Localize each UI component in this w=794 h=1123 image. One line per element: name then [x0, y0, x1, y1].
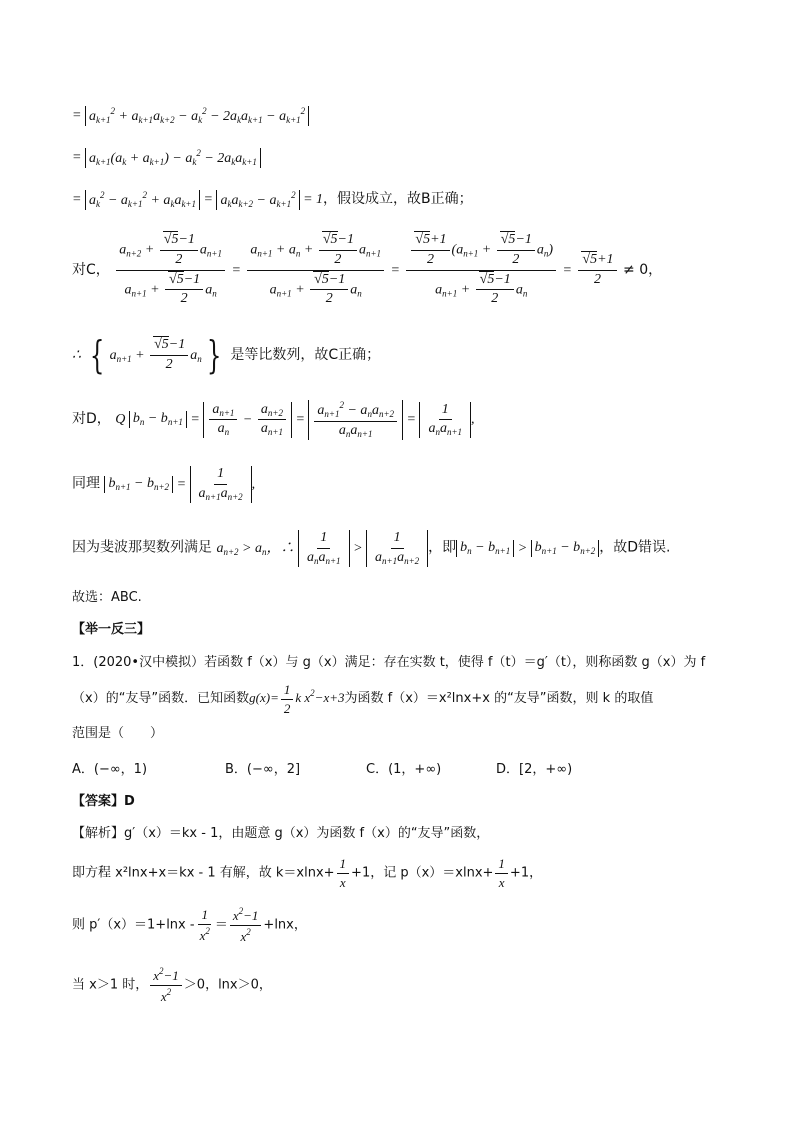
equation-line-2: 则 p′（x）＝1+lnx - $\frac{1}{x^2}$ ＝ $\frac{x^2-1}{x^2}$ +lnx，: [72, 906, 307, 944]
derivation-line-2: = $a_{k+1}(a_k + a_{k+1}) - a_k^2 - 2a_ka_{k+1}$: [72, 148, 261, 168]
equation-line-3: 当 x＞1 时， $\frac{x^2-1}{x^2}$ ＞0，lnx＞0，: [72, 966, 272, 1004]
choose-line: 故选：ABC.: [72, 590, 142, 605]
derivation-line-1: = $a_{k+1}^2 + a_{k+1}a_{k+2} - a_k^2 - 2a_ka_{k+1} - a_{k+1}^2$: [72, 106, 309, 126]
question-line-1: 1．(2020•汉中模拟）若函数 f（x）与 g（x）满足：存在实数 t，使得 f（t）＝g′（t），则称函数 g（x）为 f: [72, 655, 706, 670]
option-a: A．(−∞，1): [72, 762, 148, 777]
derivation-line-3: = $a_k^2 - a_{k+1}^2 + a_ka_{k+1} = a_ka_{k+2} - a_{k+1}^2 = 1$，假设成立，故B正确；: [72, 190, 473, 209]
same-line: 同理 $b_{n+1} - b_{n+2}$ = $\frac{1}{a_{n+1}a_{n+2}}$ ,: [72, 466, 256, 502]
question-line-2: （x）的“友导”函数．已知函数g(x)= $\frac{1}{2}$ k $x^2-x+3$为函数 f（x）＝x²lnx+x 的“友导”函数，则 k 的取值: [72, 682, 654, 716]
section-heading: 【举一反三】: [72, 622, 151, 637]
because-line: 因为斐波那契数列满足 $a_{n+2} > a_n$，∴ $\frac{1}{a_na_{n+1}}$ > $\frac{1}{a_{n+1}a_{n+2}}$ ，即 $b_n - b_{n+1} > b_{n+1} - b_{n+2}$ ，故D错误.: [72, 530, 671, 566]
part-c-line: 对C， $a_{n+2}$ + $\frac{√5-1}{2}$ $a_{n+1}$ $a_{n+1}$ + $\frac{√5-1}{2}$ $a_n$ = $a_{n+1} + a_n$ + $\frac{√5-1}{2}$ $a_{n+1}$ $a_{n+1}$ + $\frac{√5-1}{2}$ $a_n$ = $\frac{√5+1}{2}$ ($a_{n+1}$ + $\frac{√5-1}{2}$ $a_n$) $a_{n+1}$ + $\frac{√5-1}{2}$ $a_n$ = $\frac{√5+1}{2}$ ≠ 0，: [72, 232, 663, 307]
analysis-line: 【解析】g′（x）＝kx - 1，由题意 g（x）为函数 f（x）的“友导”函数，: [72, 826, 490, 841]
option-b: B．(−∞，2]: [225, 762, 301, 777]
geometric-line: ∴ { $a_{n+1}$ + $\frac{√5-1}{2}$ $a_n$ } 是等比数列，故C正确；: [72, 333, 381, 377]
equation-line-1: 即方程 x²lnx+x＝kx - 1 有解，故 k＝xlnx+ $\frac{1}{x}$ +1，记 p（x）＝xlnx+ $\frac{1}{x}$ +1，: [72, 856, 543, 890]
answer-line: 【答案】D: [72, 794, 135, 809]
option-c: C．(1，+∞): [366, 762, 442, 777]
question-line-3: 范围是（ ）: [72, 726, 164, 741]
part-d-line: 对D， Q $b_n - b_{n+1}$ = $\frac{a_{n+1}}{a_n}$ − $\frac{a_{n+2}}{a_{n+1}}$ = $\frac{a_{n+1}^2 - a_na_{n+2}}{a_na_{n+1}}$ = $\frac{1}{a_na_{n+1}}$ ,: [72, 400, 475, 439]
option-d: D．[2，+∞): [496, 762, 573, 777]
